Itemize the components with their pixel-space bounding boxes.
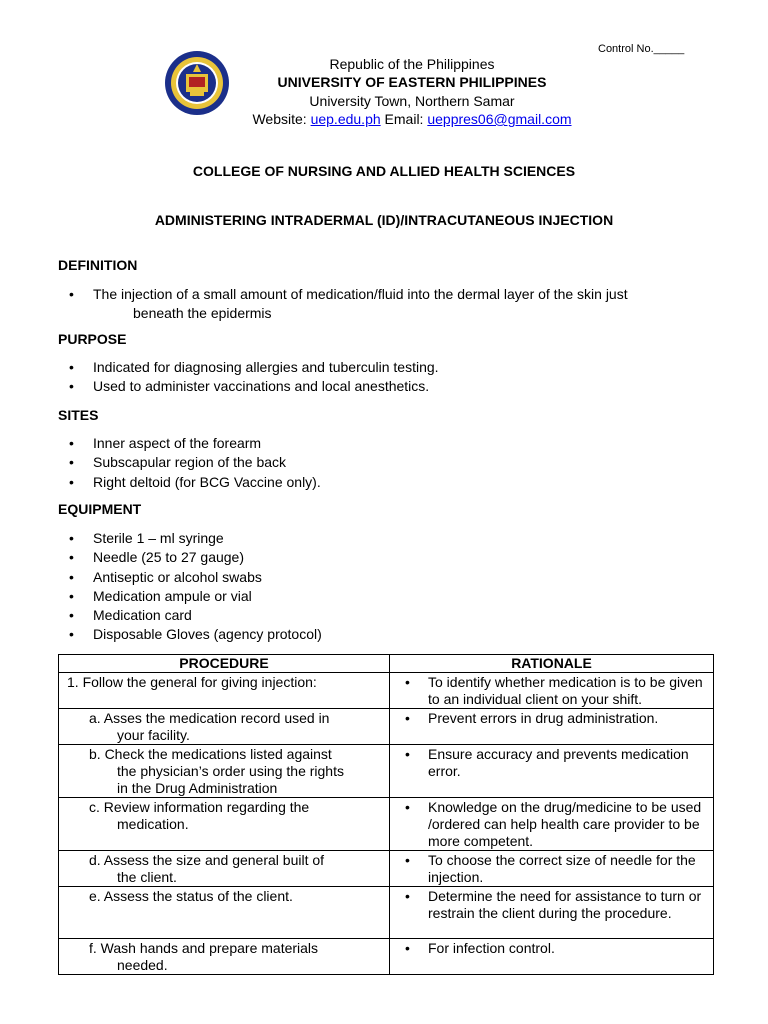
university-name: UNIVERSITY OF EASTERN PHILIPPINES: [277, 74, 547, 90]
rationale-cell: • To choose the correct size of needle for the injection.: [390, 851, 713, 886]
college-name: COLLEGE OF NURSING AND ALLIED HEALTH SCIENCES: [192, 163, 576, 179]
procedure-table: [58, 654, 714, 975]
table-row: [59, 939, 714, 975]
sites-list: [58, 434, 321, 492]
list-item: • Medication card: [58, 606, 322, 625]
rationale-cell: • To identify whether medication is to be given to an individual client on your shift.: [390, 673, 713, 708]
procedure-column-header: PROCEDURE: [59, 655, 390, 673]
equipment-list: [58, 529, 322, 645]
republic-line: Republic of the Philippines: [329, 56, 495, 72]
table-row: [59, 745, 714, 798]
procedure-cell: d. Assess the size and general built of the client.: [89, 852, 325, 885]
table-header-row: [59, 655, 714, 673]
rationale-cell: • Determine the need for assistance to turn or restrain the client during the procedure.: [390, 887, 713, 922]
list-item: • Disposable Gloves (agency protocol): [58, 625, 322, 644]
university-address: University Town, Northern Samar: [309, 93, 515, 109]
table-row: [59, 709, 714, 745]
document-title: ADMINISTERING INTRADERMAL (ID)/INTRACUTANEOUS INJECTION: [154, 212, 614, 228]
list-item: • Needle (25 to 27 gauge): [58, 548, 322, 567]
purpose-heading: PURPOSE: [58, 331, 127, 347]
list-item: • Inner aspect of the forearm: [58, 434, 321, 453]
list-item: • The injection of a small amount of medication/fluid into the dermal layer of the skin just beneath the epidermis: [58, 285, 628, 324]
list-item: • Right deltoid (for BCG Vaccine only).: [58, 473, 321, 492]
table-row: [59, 673, 714, 709]
website-link[interactable]: uep.edu.ph: [310, 111, 381, 127]
definition-list: [58, 285, 628, 324]
letterhead: [0, 56, 768, 127]
list-item: • Used to administer vaccinations and local anesthetics.: [58, 377, 439, 396]
website-label: Website:: [252, 111, 311, 127]
list-item: • Medication ampule or vial: [58, 587, 322, 606]
definition-heading: DEFINITION: [58, 257, 138, 273]
table-row: [59, 798, 714, 851]
purpose-list: [58, 358, 439, 397]
procedure-cell: f. Wash hands and prepare materials needed.: [89, 940, 319, 973]
rationale-cell: • For infection control.: [390, 939, 713, 957]
contact-line: [56, 111, 768, 127]
table-row: [59, 851, 714, 887]
list-item: • Sterile 1 – ml syringe: [58, 529, 322, 548]
procedure-cell: b. Check the medications listed against the physician’s order using the rights in the Drug Administration: [89, 746, 344, 796]
sites-heading: SITES: [58, 407, 99, 423]
procedure-cell: e. Assess the status of the client.: [89, 888, 293, 904]
control-number: Control No._____: [598, 43, 685, 55]
equipment-heading: EQUIPMENT: [58, 501, 142, 517]
rationale-cell: • Prevent errors in drug administration.: [390, 709, 713, 727]
table-row: [59, 887, 714, 939]
list-item: • Subscapular region of the back: [58, 453, 321, 472]
rationale-column-header: RATIONALE: [390, 655, 714, 673]
procedure-cell: 1. Follow the general for giving injection:: [67, 674, 317, 690]
procedure-cell: c. Review information regarding the medication.: [89, 799, 310, 832]
email-label: Email:: [380, 111, 428, 127]
procedure-cell: a. Asses the medication record used in your facility.: [89, 710, 330, 743]
rationale-cell: • Knowledge on the drug/medicine to be used /ordered can help health care provider to be more competent.: [390, 798, 713, 850]
list-item: • Indicated for diagnosing allergies and tuberculin testing.: [58, 358, 439, 377]
list-item: • Antiseptic or alcohol swabs: [58, 568, 322, 587]
email-link[interactable]: ueppres06@gmail.com: [427, 111, 572, 127]
rationale-cell: • Ensure accuracy and prevents medication error.: [390, 745, 713, 780]
